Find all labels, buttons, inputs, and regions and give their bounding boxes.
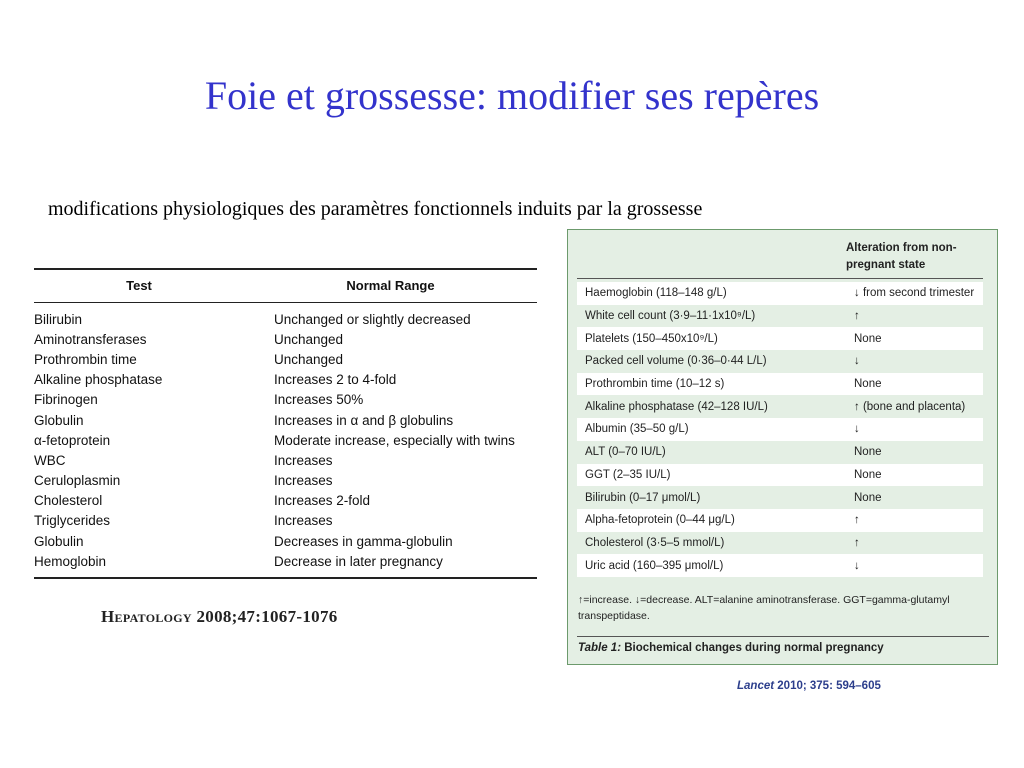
parameter: GGT (2–35 IU/L) xyxy=(585,468,671,481)
parameter: Packed cell volume (0·36–0·44 L/L) xyxy=(585,355,767,368)
parameter: Uric acid (160–395 μmol/L) xyxy=(585,559,724,572)
test-name: Bilirubin xyxy=(34,311,83,327)
normal-range: Decreases in gamma-globulin xyxy=(274,533,453,549)
header-normal-range: Normal Range xyxy=(346,277,435,293)
alteration: ↓ xyxy=(854,423,860,436)
test-name: α-fetoprotein xyxy=(34,432,111,448)
slide-subtitle: modifications physiologiques des paramètres fonctionnels induits par la grossesse xyxy=(48,198,703,220)
alteration: ↑ xyxy=(854,310,860,323)
parameter: Alkaline phosphatase (42–128 IU/L) xyxy=(585,400,768,413)
parameter: Alpha-fetoprotein (0–44 μg/L) xyxy=(585,514,735,527)
alteration: None xyxy=(854,446,882,459)
citation-ref: 2008;47:1067-1076 xyxy=(196,607,338,626)
table-bottom-rule xyxy=(34,577,537,579)
alteration: ↑ xyxy=(854,514,860,527)
alteration: ↑ xyxy=(854,536,860,549)
alteration: None xyxy=(854,378,882,391)
table-row xyxy=(577,532,983,555)
table-row xyxy=(577,554,983,577)
alteration: ↓ xyxy=(854,559,860,572)
right-table-footer-rule xyxy=(577,636,989,637)
citation-journal: Hepatology xyxy=(101,607,192,626)
table-row xyxy=(577,441,983,464)
test-name: Hemoglobin xyxy=(34,553,107,569)
test-name: Alkaline phosphatase xyxy=(34,372,163,388)
parameter: Haemoglobin (118–148 g/L) xyxy=(585,287,727,300)
table-row xyxy=(577,395,983,418)
table-row xyxy=(577,327,983,350)
table-row xyxy=(577,486,983,509)
normal-range: Increases xyxy=(274,452,333,468)
right-table-footnote: ↑=increase. ↓=decrease. ALT=alanine aminotransferase. GGT=gamma-glutamyl transpeptidase. xyxy=(578,594,950,622)
parameter: ALT (0–70 IU/L) xyxy=(585,446,666,459)
alteration: None xyxy=(854,332,882,345)
table-row xyxy=(577,509,983,532)
table-row xyxy=(34,309,537,329)
alteration: ↑ (bone and placenta) xyxy=(854,400,966,413)
table-row xyxy=(34,450,537,470)
parameter: Cholesterol (3·5–5 mmol/L) xyxy=(585,536,725,549)
test-name: Ceruloplasmin xyxy=(34,473,121,489)
normal-range: Increases xyxy=(274,513,333,529)
test-name: Aminotransferases xyxy=(34,331,147,347)
caption-label: Table 1: xyxy=(578,642,622,654)
table-row xyxy=(34,491,537,511)
parameter: Bilirubin (0–17 μmol/L) xyxy=(585,491,701,504)
hepatology-table xyxy=(34,268,537,579)
test-name: Globulin xyxy=(34,412,84,428)
alteration: None xyxy=(854,468,882,481)
parameter: Albumin (35–50 g/L) xyxy=(585,423,689,436)
right-table-caption xyxy=(578,642,884,654)
table-header xyxy=(34,270,537,300)
lancet-citation xyxy=(737,680,881,692)
test-name: Prothrombin time xyxy=(34,351,137,367)
normal-range: Unchanged xyxy=(274,331,344,347)
test-name: Cholesterol xyxy=(34,493,103,509)
parameter: Platelets (150–450x10⁹/L) xyxy=(585,332,718,345)
table-row xyxy=(577,282,983,305)
lancet-journal: Lancet xyxy=(737,680,775,692)
table-row xyxy=(577,305,983,328)
table-row xyxy=(34,551,537,571)
table-row xyxy=(34,430,537,450)
test-name: Fibrinogen xyxy=(34,392,98,408)
normal-range: Moderate increase, especially with twins xyxy=(274,432,515,448)
table-row xyxy=(34,329,537,349)
right-table-body xyxy=(577,282,983,577)
alteration: None xyxy=(854,491,882,504)
lancet-ref: 2010; 375: 594–605 xyxy=(777,680,881,692)
normal-range: Unchanged xyxy=(274,351,344,367)
caption-text: Biochemical changes during normal pregnancy xyxy=(624,642,884,654)
normal-range: Decrease in later pregnancy xyxy=(274,553,443,569)
header-test: Test xyxy=(126,277,152,293)
table-row xyxy=(577,350,983,373)
table-row xyxy=(34,349,537,369)
table-row xyxy=(577,418,983,441)
test-name: Globulin xyxy=(34,533,84,549)
normal-range: Increases in α and β globulins xyxy=(274,412,454,428)
normal-range: Increases 2-fold xyxy=(274,493,371,509)
alteration: ↓ from second trimester xyxy=(854,287,975,300)
table-row xyxy=(577,464,983,487)
slide-title: Foie et grossesse: modifier ses repères xyxy=(204,73,820,118)
lancet-table xyxy=(567,229,998,665)
table-row xyxy=(34,410,537,430)
table-row xyxy=(34,471,537,491)
parameter: White cell count (3·9–11·1x10⁹/L) xyxy=(585,310,756,323)
hepatology-citation xyxy=(101,607,338,627)
normal-range: Increases 2 to 4-fold xyxy=(274,372,397,388)
table-row xyxy=(577,373,983,396)
alteration: ↓ xyxy=(854,355,860,368)
table-row xyxy=(34,370,537,390)
normal-range: Increases 50% xyxy=(274,392,364,408)
right-table-header: Alteration from non-pregnant state xyxy=(846,242,957,271)
normal-range: Unchanged or slightly decreased xyxy=(274,311,471,327)
table-row xyxy=(34,511,537,531)
test-name: Triglycerides xyxy=(34,513,111,529)
table-body xyxy=(34,303,537,577)
right-table-header-rule xyxy=(577,278,983,279)
parameter: Prothrombin time (10–12 s) xyxy=(585,378,725,391)
table-row xyxy=(34,531,537,551)
table-row xyxy=(34,390,537,410)
normal-range: Increases xyxy=(274,473,333,489)
test-name: WBC xyxy=(34,452,66,468)
